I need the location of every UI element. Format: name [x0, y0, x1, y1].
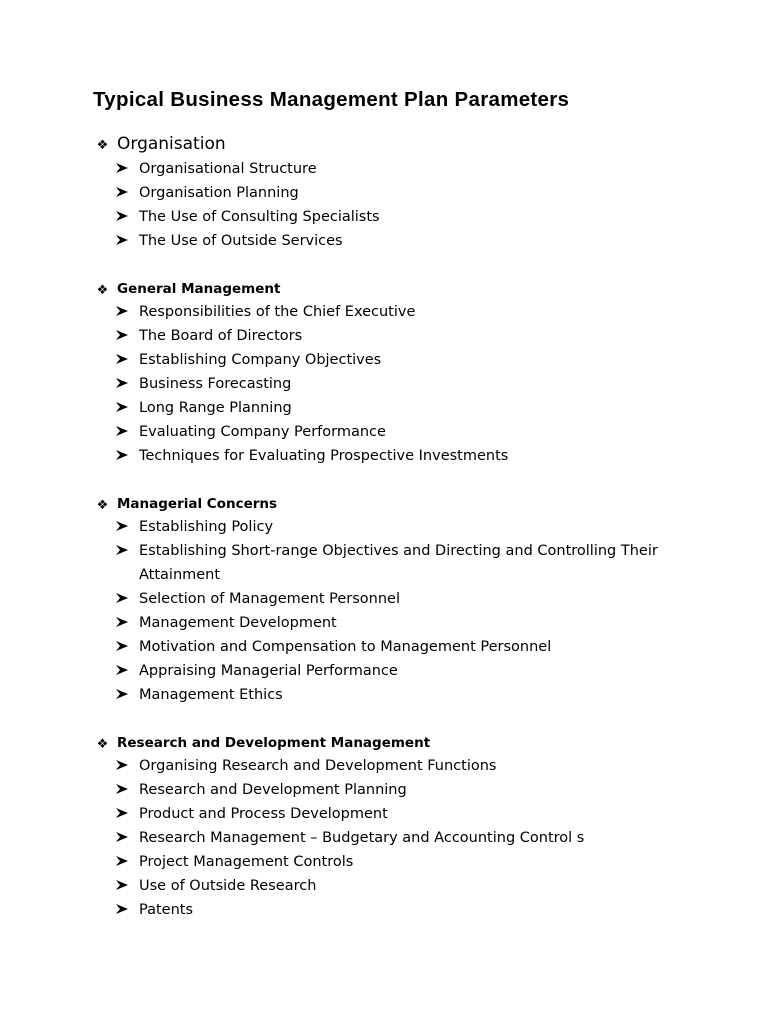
diamond-bullet-icon: ❖ — [96, 735, 109, 751]
list-item: Management Ethics — [115, 683, 283, 707]
section-heading-label: Managerial Concerns — [117, 496, 278, 512]
list-item: Establishing Short-range Objectives and Directing and Controlling Their — [115, 539, 658, 563]
arrow-bullet-icon — [115, 186, 129, 198]
arrow-bullet-icon — [115, 783, 129, 795]
arrow-bullet-icon — [115, 688, 129, 700]
arrow-bullet-icon — [115, 903, 129, 915]
list-item: Long Range Planning — [115, 396, 292, 420]
arrow-bullet-icon — [115, 305, 129, 317]
list-item-continuation: Attainment — [139, 567, 221, 583]
list-item: The Board of Directors — [115, 324, 302, 348]
section-heading-label: Research and Development Management — [117, 735, 431, 751]
list-item: Product and Process Development — [115, 802, 388, 826]
list-item: Establishing Policy — [115, 515, 273, 539]
arrow-bullet-icon — [115, 807, 129, 819]
arrow-bullet-icon — [115, 616, 129, 628]
section-heading — [95, 279, 280, 299]
arrow-bullet-icon — [115, 759, 129, 771]
arrow-bullet-icon — [115, 855, 129, 867]
arrow-bullet-icon — [115, 162, 129, 174]
arrow-bullet-icon — [115, 449, 129, 461]
list-item: The Use of Consulting Specialists — [115, 205, 380, 229]
list-item: Establishing Company Objectives — [115, 348, 381, 372]
diamond-bullet-icon: ❖ — [96, 281, 109, 297]
list-item: Organisational Structure — [115, 157, 317, 181]
arrow-bullet-icon — [115, 353, 129, 365]
section-heading — [95, 133, 226, 155]
arrow-bullet-icon — [115, 879, 129, 891]
section-heading-label: General Management — [117, 281, 281, 297]
list-item: Project Management Controls — [115, 850, 353, 874]
list-item: Management Development — [115, 611, 337, 635]
arrow-bullet-icon — [115, 831, 129, 843]
arrow-bullet-icon — [115, 425, 129, 437]
diamond-bullet-icon: ❖ — [96, 136, 109, 152]
section-heading — [95, 733, 430, 753]
list-item: Use of Outside Research — [115, 874, 316, 898]
list-item: Motivation and Compensation to Management Personnel — [115, 635, 551, 659]
list-item: Business Forecasting — [115, 372, 291, 396]
arrow-bullet-icon — [115, 520, 129, 532]
arrow-bullet-icon — [115, 210, 129, 222]
list-item: Organising Research and Development Functions — [115, 754, 496, 778]
list-item: Patents — [115, 898, 193, 922]
list-item: Appraising Managerial Performance — [115, 659, 398, 683]
list-item: Selection of Management Personnel — [115, 587, 400, 611]
arrow-bullet-icon — [115, 234, 129, 246]
arrow-bullet-icon — [115, 592, 129, 604]
arrow-bullet-icon — [115, 329, 129, 341]
list-item: Responsibilities of the Chief Executive — [115, 300, 415, 324]
list-item: Techniques for Evaluating Prospective Investments — [115, 444, 508, 468]
arrow-bullet-icon — [115, 640, 129, 652]
list-item: Evaluating Company Performance — [115, 420, 386, 444]
arrow-bullet-icon — [115, 401, 129, 413]
list-item: Research Management – Budgetary and Accounting Control s — [115, 826, 584, 850]
list-item: Research and Development Planning — [115, 778, 407, 802]
diamond-bullet-icon: ❖ — [96, 496, 109, 512]
arrow-bullet-icon — [115, 377, 129, 389]
document-title: Typical Business Management Plan Parameters — [93, 88, 570, 111]
section-heading — [95, 494, 277, 514]
arrow-bullet-icon — [115, 664, 129, 676]
list-item: The Use of Outside Services — [115, 229, 343, 253]
section-heading-label: Organisation — [117, 134, 226, 154]
arrow-bullet-icon — [115, 544, 129, 556]
list-item: Organisation Planning — [115, 181, 299, 205]
